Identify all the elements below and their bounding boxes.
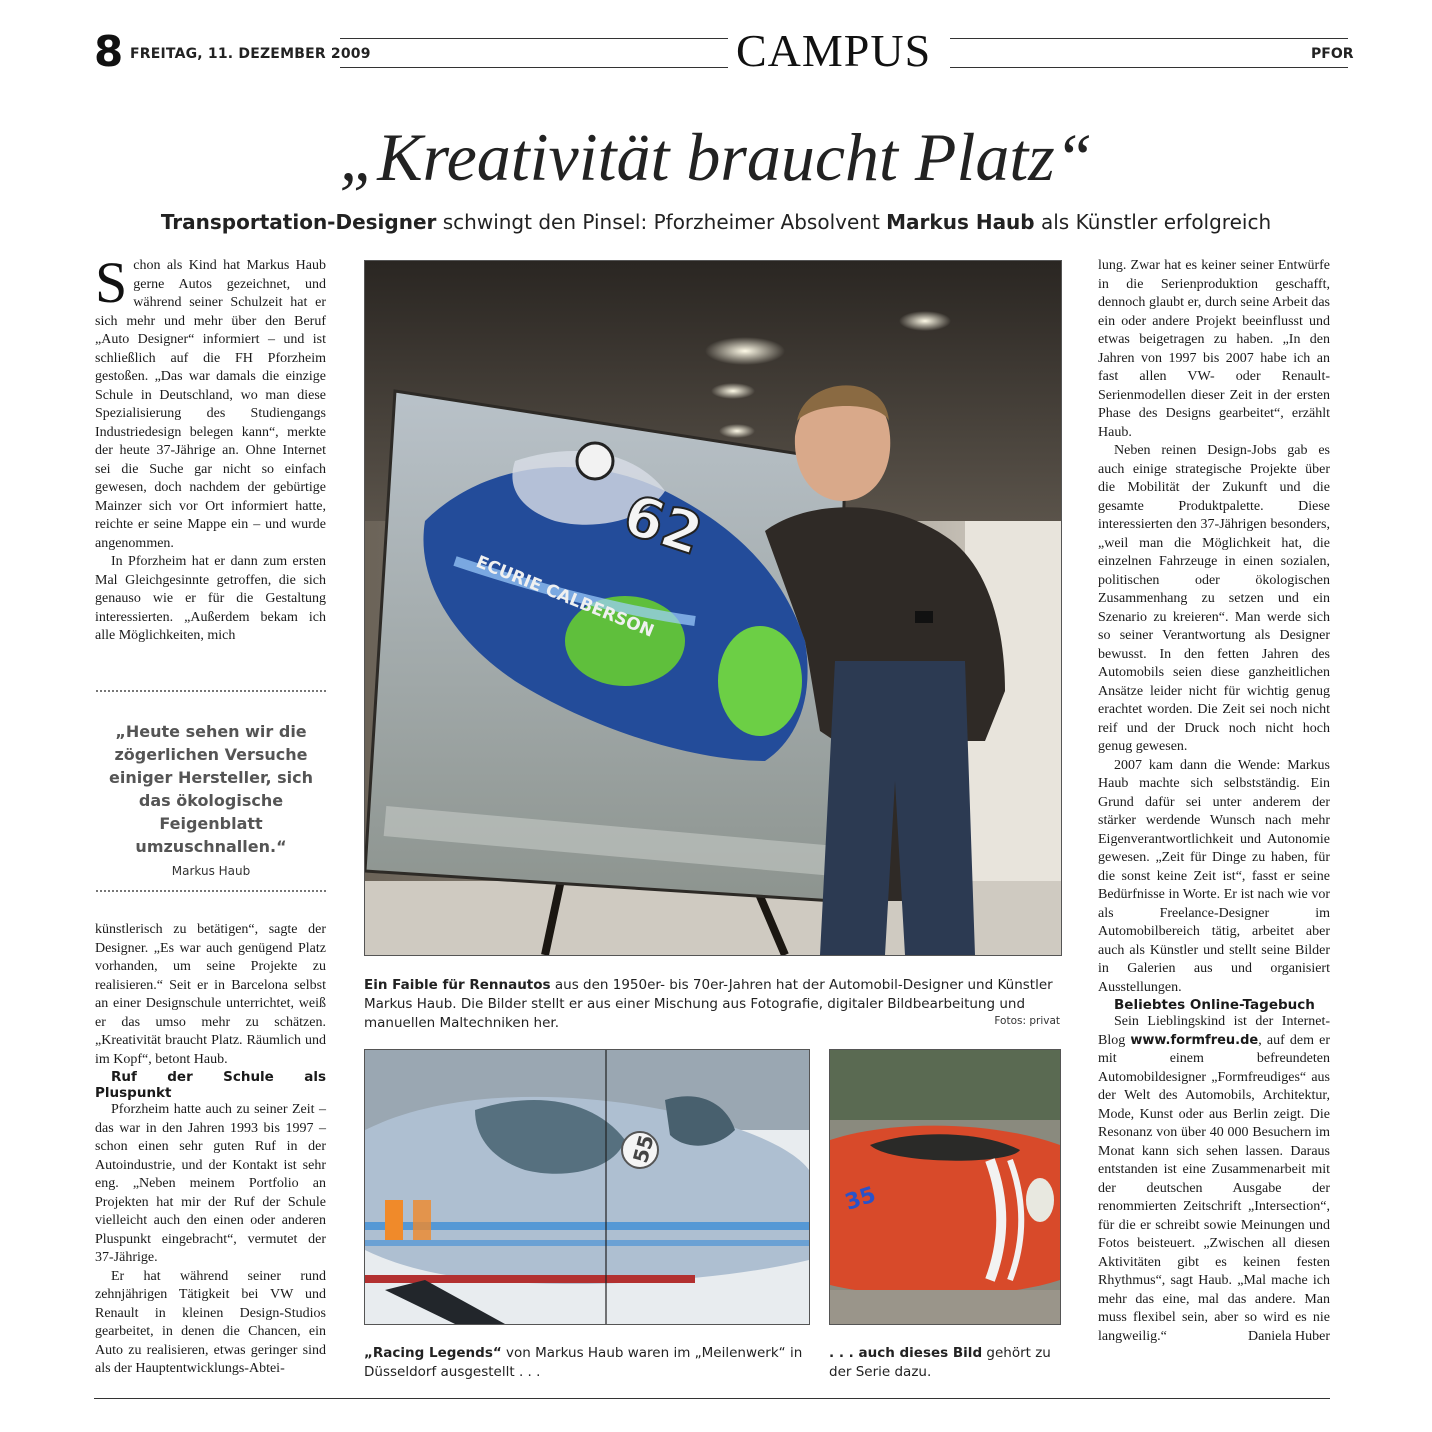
main-photo-illustration — [365, 261, 1061, 955]
subhead-bold-2: Markus Haub — [886, 210, 1035, 234]
page-number: 8 — [94, 27, 124, 76]
main-photo-caption: Ein Faible für Rennautos aus den 1950er- bis 70er-Jahren hat der Automobil-Designer und Künstler Markus Haub. Die Bilder stellt er aus einer Mischung aus Fotografie, digitaler Bildbearbeitung und manuellen Maltechniken her. — [364, 977, 1053, 1031]
pullquote-rule-bottom — [96, 890, 326, 892]
paragraph: künstlerisch zu betätigen“, sagte der Designer. „Es war auch genügend Platz vorhanden, um seine Projekte zu realisieren.“ Seit er in Barcelona selbst an einer Designschule unterrichtet, weiß er das umso mehr zu schätzen. „Kreativität braucht Platz. Räumlich und im Kopf“, betont Haub. — [95, 922, 326, 1067]
header-rule-right — [950, 38, 1348, 39]
header-rule-right-lower — [950, 67, 1348, 68]
subheading: Ruf der Schule als Pluspunkt — [95, 1069, 326, 1101]
paragraph: Er hat während seiner rund zehnjährigen Tätigkeit bei VW und Renault in kleinen Design-Studios gearbeitet, in denen die Chancen, ein Auto zu realisieren, etwas geringer sind als der Hauptentwicklungs-Abtei- — [95, 1268, 326, 1376]
pullquote-rule-top — [96, 690, 326, 692]
pullquote-author: Markus Haub — [171, 864, 251, 878]
series-illustration — [830, 1050, 1060, 1324]
racing-legends-illustration — [365, 1050, 809, 1324]
pullquote: „Heute sehen wir die zögerlichen Versuche einiger Hersteller, sich das ökologische Feigenblatt umzuschnallen.“ — [108, 722, 314, 856]
series-caption: . . . auch dieses Bild gehört zu der Serie dazu. — [829, 1345, 1051, 1380]
series-photo — [829, 1049, 1061, 1325]
issue-date: FREITAG, 11. DEZEMBER 2009 — [130, 46, 371, 62]
headline: „Kreativität braucht Platz“ — [339, 119, 1093, 195]
blog-link[interactable]: www.formfreu.de — [1130, 1032, 1259, 1048]
main-photo-car-number: 62 — [615, 482, 710, 569]
subhead-text-1: schwingt den Pinsel: Pforzheimer Absolvent — [436, 210, 887, 234]
subhead-text-2: als Künstler erfolgreich — [1034, 210, 1272, 234]
section-title: CAMPUS — [736, 25, 932, 76]
header-rule-left — [340, 38, 728, 39]
column-3 — [1098, 257, 1330, 1346]
photo-credit: Fotos: privat — [994, 1015, 1060, 1027]
paragraph: In Pforzheim hat er dann zum ersten Mal Gleichgesinnte getroffen, die sich genauso wie er für die Gestaltung interessierten. „Außerdem bekam ich alle Möglichkeiten, mich — [95, 554, 326, 643]
paragraph-intro: Schon als Kind hat Markus Haub gerne Autos gezeichnet, und während seiner Schulzeit hat er sich mehr und mehr über den Beruf „Auto Designer“ informiert – und ist schließlich auf die FH Pforzheim gestoßen. „Das war damals die einzige Schule in Deutschland, wo man diese Spezialisierung des Studiengangs Industriedesign belegen kann“, merkte der heute 37-Jährige an. Ohne Internet sei die Suche gar nicht so einfach gewesen, doch nachdem der gebürtige Mainzer sich vor Ort informiert hatte, reichte er seine Mappe ein – und wurde angenommen. — [95, 250, 326, 551]
drop-cap: S — [95, 250, 128, 315]
subhead-bold-1: Transportation-Designer — [160, 210, 437, 234]
subheading: Beliebtes Online-Tagebuch — [1114, 997, 1315, 1013]
edition-label: PFOR — [1311, 46, 1354, 62]
paragraph: Pforzheim hatte auch zu seiner Zeit – das war in den Jahren 1993 bis 1997 – schon einen sehr guten Ruf in der Autoindustrie, und der Kontakt ist sehr eng. „Neben meinem Portfolio an Projekten hat mir der Ruf der Schule vielleicht auch den einen oder anderen Pluspunkt eingebracht“, vermutet der 37-Jährige. — [95, 1102, 326, 1265]
paragraph: Neben reinen Design-Jobs gab es auch einige strategische Projekte über die Mobilität der Zukunft und die gesamte Produktpalette. Diese interessierten den 37-Jährigen besonders, „weil man die Möglichkeit hat, die einzelnen Fahrzeuge in einen sozialen, politischen oder ökologischen Zusammenhang zu setzen und ein Szenario zu kreieren“. Man werde sich so seiner Verantwortung als Designer bewusst. In den fetten Jahren des Automobils seien diese ganzheitlichen Ansätze leider nicht für wichtig genug erachtet worden. Die Zeit sei noch nicht reif und der Druck noch nicht hoch genug gewesen. — [1098, 443, 1330, 754]
paragraph: Sein Lieblingskind ist der Internet-Blog www.formfreu.de, auf dem er mit einem befreundeten Automobildesigner „Formfreudiges“ aus der Welt des Automobils, Architektur, Mode, Kunst oder aus Berlin zeigt. Die Resonanz von über 40 000 Besuchern im Monat kann sich sehen lassen. Daraus entstanden ist eine Zusammenarbeit mit der deutschen Ausgabe der renommierten Zeitschrift „Intersection“, für die er schreibt sowie Meinungen und Fotos beisteuert. „Zwischen all diesen Aktivitäten gibt es keinen festen Rhythmus“, sagt Haub. „Mal mache ich mehr das eine, mal das andere. Man muss flexibel sein, aber so wird es nie langweilig.“ — [1098, 1014, 1330, 1344]
paragraph: 2007 kam dann die Wende: Markus Haub machte sich selbstständig. Ein Grund dafür sei unter anderem der stärker werdende Wunsch nach mehr Eigenverantwortlichkeit und Autonomie gewesen. „Zeit für Dinge zu haben, für die sonst keine Zeit ist“, fasst er seine Bedürfnisse in Worte. Er ist nach wie vor als Freelance-Designer im Automobilbereich tätig, arbeitet aber auch als Künstler und stellt seine Bilder in Galerien aus und organisiert Ausstellungen. — [1098, 757, 1330, 995]
subheadline — [0, 210, 1432, 234]
main-photo — [364, 260, 1062, 956]
footer-rule — [94, 1398, 1330, 1399]
column-1-top — [95, 250, 326, 646]
paragraph: lung. Zwar hat es keiner seiner Entwürfe in die Serienproduktion geschafft, dennoch glaubt er, durch seine Arbeit das ein oder andere Projekt beeinflusst und etwas beigetragen zu haben. „In den Jahren von 1997 bis 2007 habe ich an fast allen VW- oder Renault-Serienmodellen dieser Zeit in der ersten Phase des Designs gearbeitet“, erzählt Haub. — [1098, 258, 1330, 440]
series-car-number: 35 — [842, 1182, 879, 1216]
column-1-bottom — [95, 921, 326, 1379]
article-author: Daniela Huber — [1247, 1328, 1330, 1344]
racing-legends-car-number: 55 — [628, 1132, 659, 1166]
racing-legends-photo — [364, 1049, 810, 1325]
main-photo-car-text: ECURIE CALBERSON — [473, 552, 657, 642]
racing-legends-caption: „Racing Legends“ von Markus Haub waren im „Meilenwerk“ in Düsseldorf ausgestellt . . . — [364, 1345, 803, 1380]
header-rule-left-lower — [340, 67, 728, 68]
